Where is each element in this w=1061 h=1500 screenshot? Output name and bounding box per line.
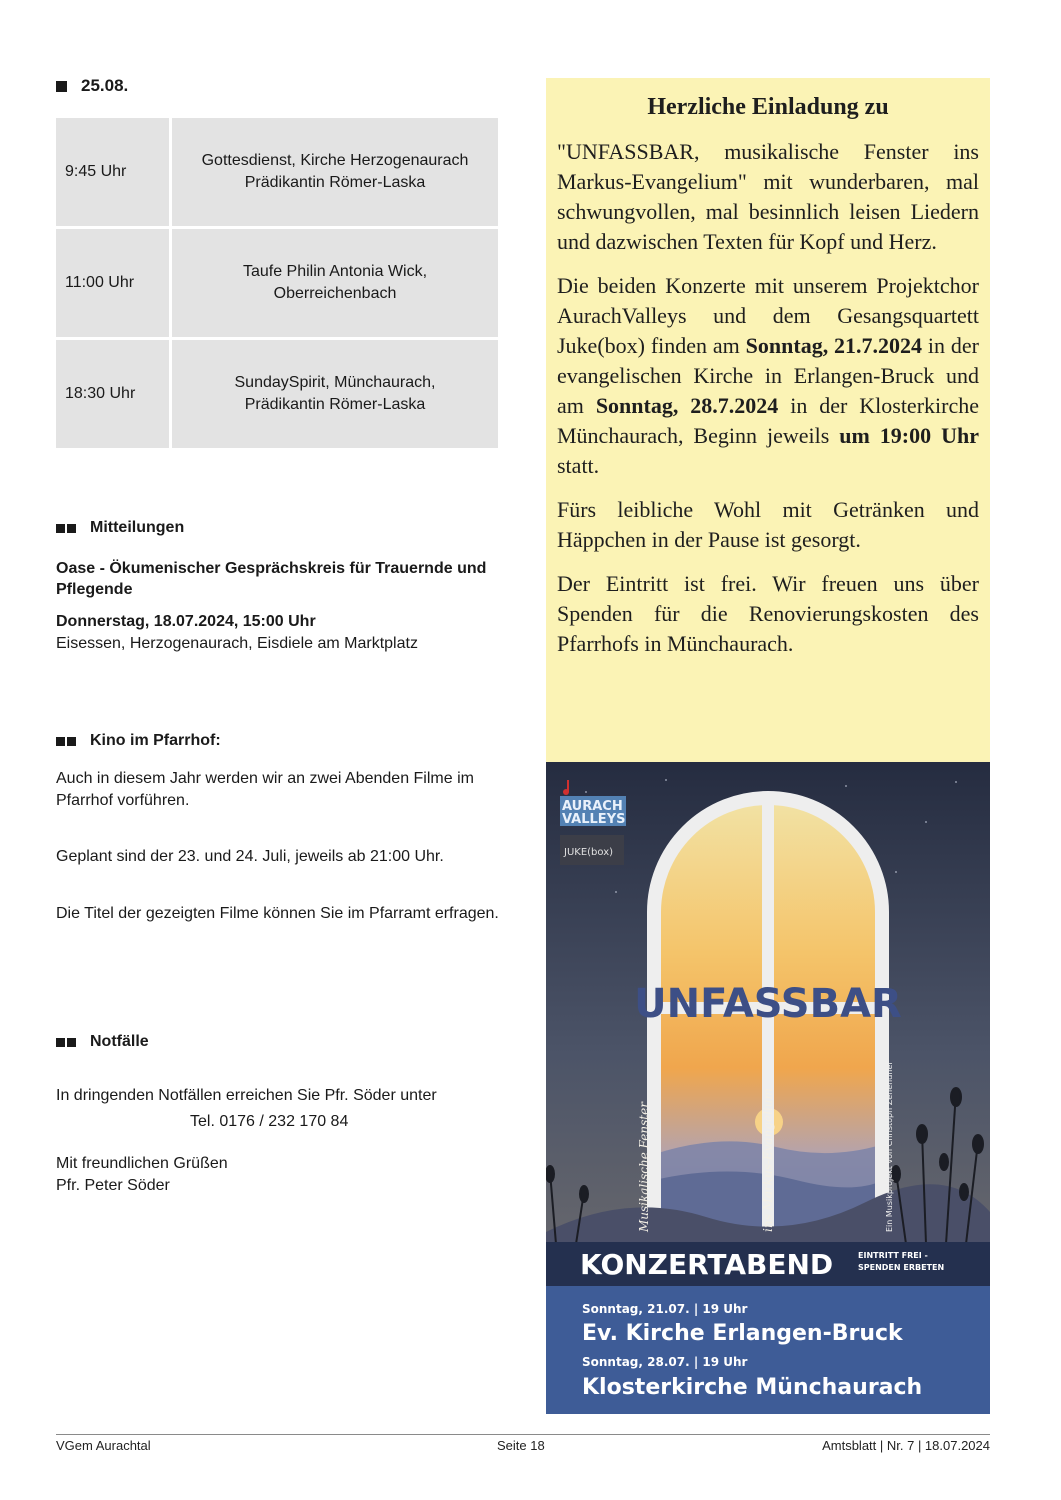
schedule-description bbox=[172, 118, 498, 226]
concert-date-2: Sonntag, 28.7.2024 bbox=[595, 393, 779, 418]
double-square-icon bbox=[56, 1038, 76, 1047]
footer-left: VGem Aurachtal bbox=[56, 1438, 151, 1453]
schedule-time: 11:00 Uhr bbox=[56, 229, 169, 337]
poster-artwork bbox=[546, 762, 990, 1414]
oase-place: Eisessen, Herzogenaurach, Eisdiele am Marktplatz bbox=[56, 635, 418, 652]
schedule-date-heading bbox=[56, 76, 128, 96]
jukebox-logo: JUKE(box) bbox=[564, 847, 614, 858]
footer-page-number: Seite 18 bbox=[497, 1438, 545, 1453]
footer-divider bbox=[56, 1434, 990, 1435]
table-row bbox=[56, 118, 498, 226]
oase-title: Oase - Ökumenischer Gesprächskreis für Trauernde und Pflegende bbox=[56, 560, 487, 598]
poster-band-title: KONZERTABEND bbox=[580, 1248, 834, 1281]
schedule-description bbox=[172, 340, 498, 448]
kino-heading bbox=[56, 732, 221, 750]
schedule-desc-line: Oberreichenbach bbox=[273, 285, 397, 302]
kino-paragraph-2: Geplant sind der 23. und 24. Juli, jeweils ab 21:00 Uhr. bbox=[56, 848, 444, 865]
section-title: Notfälle bbox=[90, 1033, 149, 1050]
schedule-desc-line: Gottesdienst, Kirche Herzogenaurach bbox=[201, 152, 469, 169]
schedule-date: 25.08. bbox=[81, 76, 129, 95]
poster-side-right: Ein Musikprojekt von Christoph Zehendner bbox=[885, 1061, 894, 1232]
schedule-description bbox=[172, 229, 498, 337]
mitteilungen-heading bbox=[56, 519, 184, 537]
poster-band-note1: EINTRITT FREI - bbox=[858, 1251, 928, 1260]
greeting: Mit freundlichen Grüßen bbox=[56, 1155, 228, 1172]
text-run: statt. bbox=[557, 453, 600, 478]
invitation-paragraph-3: Fürs leibliche Wohl mit Getränken und Häppchen in der Pause ist gesorgt. bbox=[557, 497, 979, 552]
invitation-box bbox=[546, 78, 990, 762]
schedule-table bbox=[56, 118, 498, 451]
schedule-time: 9:45 Uhr bbox=[56, 118, 169, 226]
section-title: Kino im Pfarrhof: bbox=[90, 732, 221, 749]
schedule-desc-line: Taufe Philin Antonia Wick, bbox=[242, 263, 428, 280]
poster-title: UNFASSBAR bbox=[634, 981, 902, 1027]
aurach-logo-line2: VALLEYS bbox=[562, 812, 626, 827]
poster-side-middle: ins Markus-Evangelium bbox=[761, 1088, 775, 1232]
double-square-icon bbox=[56, 524, 76, 533]
poster-side-left: Musikalische Fenster bbox=[637, 1102, 651, 1232]
invitation-paragraph-1: "UNFASSBAR, musikalische Fenster ins Markus-Evangelium" mit wunderbaren, mal schwungvollen, mal besinnlich leisen Liedern und dazwischen Texten für Kopf und Herz. bbox=[557, 139, 979, 254]
text-run: Die beiden Konzerte mit unserem Projektchor AurachValleys und dem Gesangsquartett Juke(box) finden am bbox=[557, 273, 979, 358]
concert-time: um 19:00 Uhr bbox=[839, 423, 980, 448]
table-row bbox=[56, 229, 498, 337]
poster-band-note2: SPENDEN ERBETEN bbox=[858, 1263, 945, 1272]
signature: Pfr. Peter Söder bbox=[56, 1177, 170, 1194]
schedule-time: 18:30 Uhr bbox=[56, 340, 169, 448]
concert-date-1: Sonntag, 21.7.2024 bbox=[745, 333, 923, 358]
notfaelle-heading bbox=[56, 1033, 149, 1051]
kino-paragraph-3: Die Titel der gezeigten Filme können Sie im Pfarramt erfragen. bbox=[56, 905, 499, 922]
footer-right: Amtsblatt | Nr. 7 | 18.07.2024 bbox=[822, 1438, 990, 1453]
section-title: Mitteilungen bbox=[90, 519, 185, 536]
schedule-desc-line: SundaySpirit, Münchaurach, bbox=[234, 374, 436, 391]
aurach-logo-line1: AURACH bbox=[562, 799, 623, 814]
poster-date-1: Sonntag, 21.07. | 19 Uhr bbox=[582, 1302, 748, 1316]
concert-poster bbox=[546, 762, 990, 1414]
schedule-desc-line: Prädikantin Römer-Laska bbox=[244, 396, 426, 413]
poster-venue-2: Klosterkirche Münchaurach bbox=[582, 1375, 923, 1400]
poster-date-2: Sonntag, 28.07. | 19 Uhr bbox=[582, 1355, 748, 1369]
text-run: in der Klosterkirche Münchaurach, Beginn jeweils bbox=[557, 393, 979, 448]
text-run: in der evangelischen Kirche in Erlangen-Bruck und am bbox=[557, 333, 979, 418]
oase-datetime: Donnerstag, 18.07.2024, 15:00 Uhr bbox=[56, 613, 316, 630]
invitation-paragraph-4: Der Eintritt ist frei. Wir freuen uns über Spenden für die Renovierungskosten des Pfarrhofs in Münchaurach. bbox=[557, 571, 979, 656]
double-square-icon bbox=[56, 737, 76, 746]
invitation-paragraph-2 bbox=[557, 271, 979, 481]
bullet-square-icon bbox=[56, 81, 67, 92]
notfaelle-text: In dringenden Notfällen erreichen Sie Pfr. Söder unter bbox=[56, 1087, 437, 1104]
invitation-title: Herzliche Einladung zu bbox=[647, 94, 889, 120]
notfaelle-phone: Tel. 0176 / 232 170 84 bbox=[190, 1113, 349, 1130]
kino-paragraph-1: Auch in diesem Jahr werden wir an zwei Abenden Filme im Pfarrhof vorführen. bbox=[56, 770, 474, 809]
poster-venue-1: Ev. Kirche Erlangen-Bruck bbox=[582, 1321, 903, 1346]
schedule-desc-line: Prädikantin Römer-Laska bbox=[244, 174, 426, 191]
table-row bbox=[56, 340, 498, 448]
